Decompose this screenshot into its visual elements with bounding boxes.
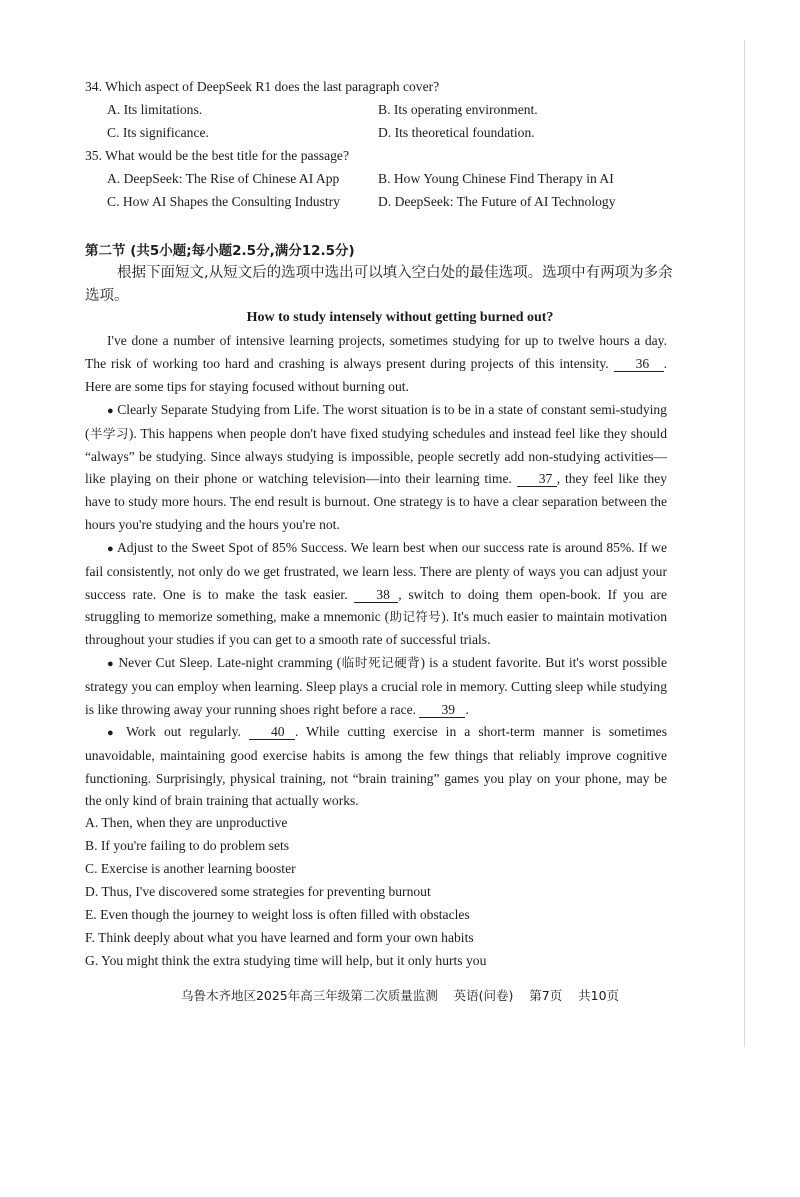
passage-paragraph-3 [85,537,667,652]
choice-a: A. Then, when they are unproductive [85,815,288,830]
passage-paragraph-4 [85,652,667,721]
paragraph-text: Work out regularly. [126,724,241,739]
bullet-icon: ● [107,543,114,555]
choice-g: G. You might think the extra studying time will help, but it only hurts you [85,953,487,968]
question-35-stem: 35. What would be the best title for the passage? [85,148,349,163]
blank-37: 37 [517,472,557,487]
chinese-gloss: 半学习 [89,425,129,441]
blank-36: 36 [614,357,664,372]
paragraph-text: . Here are some tips for staying focused without burning out. [85,355,667,394]
blank-39: 39 [419,703,465,718]
passage-paragraph-1 [85,330,667,398]
paragraph-text: , switch to doing them open-book. If you are struggling to memorize something, make a mnemonic ( [85,586,667,625]
question-35-option-d: D. DeepSeek: The Future of AI Technology [378,194,616,209]
bullet-icon: ● [107,727,119,739]
blank-40: 40 [249,725,295,740]
paragraph-text: . While cutting exercise in a short-term manner is sometimes unavoidable, maintaining good exercise habits is among the few things that reliably improve cognitive functioning. Surprisingly, physical training, not “brain training” games you play on your phone, may be the only kind of brain training that actually works. [85,724,667,809]
question-34-stem: 34. Which aspect of DeepSeek R1 does the last paragraph cover? [85,79,440,94]
choice-b: B. If you're failing to do problem sets [85,838,290,853]
question-34-option-a: A. Its limitations. [107,102,203,117]
question-35-option-c: C. How AI Shapes the Consulting Industry [107,194,340,209]
section-instruction: 根据下面短文,从短文后的选项中选出可以填入空白处的最佳选项。选项中有两项为多余选项。 [85,265,673,304]
question-35-option-b: B. How Young Chinese Find Therapy in AI [378,171,614,186]
chinese-gloss: 临时死记硬背 [341,655,421,670]
paragraph-text: Adjust to the Sweet Spot of 85% Success. We learn best when our success rate is around 85%. If we fail consistently, not only do we get frustrated, we learn less. There are plenty of ways you can adjust your success rate. One is to make the task easier. [85,540,668,602]
bullet-icon: ● [107,658,115,670]
blank-38: 38 [354,588,398,603]
choice-e: E. Even though the journey to weight loss is often filled with obstacles [85,907,470,922]
paragraph-text: ). It's much easier to maintain motivation throughout your studies if you can get to a smooth rate of successful trials. [85,609,667,648]
choice-d: D. Thus, I've discovered some strategies for preventing burnout [85,884,431,899]
page-footer: 乌鲁木齐地区2025年高三年级第二次质量监测 英语(问卷) 第7页 共10页 [180,988,620,1003]
choice-c: C. Exercise is another learning booster [85,861,296,876]
question-34-option-d: D. Its theoretical foundation. [378,125,535,140]
passage-paragraph-5 [85,721,667,813]
question-34-option-b: B. Its operating environment. [378,102,538,117]
passage-title: How to study intensely without getting burned out? [246,310,554,325]
question-35-option-a: A. DeepSeek: The Rise of Chinese AI App [107,171,340,186]
choice-f: F. Think deeply about what you have learned and form your own habits [85,930,474,945]
paragraph-text: Never Cut Sleep. Late-night cramming ( [118,655,342,670]
passage-paragraph-2 [85,399,667,537]
paragraph-text: , they feel like they have to study more hours. The end result is burnout. One strategy is to have a clear separation between the hours you're studying and the hours you're not. [85,471,667,532]
paragraph-text: Clearly Separate Studying from Life. The worst situation is to be in a state of constant semi-studying ( [85,402,667,441]
paragraph-text: I've done a number of intensive learning projects, sometimes studying for up to twelve hours a day. The risk of working too hard and crashing is always present during projects of this intensity. [85,333,667,371]
section-heading: 第二节 (共5小题;每小题2.5分,满分12.5分) [85,243,355,259]
bullet-icon: ● [107,405,114,417]
chinese-gloss: 助记符号 [389,609,442,625]
paragraph-text: ). This happens when people don't have fixed studying schedules and instead feel like they should “always” be studying. Since always studying is impossible, people secretly add non-studying activities—like playing on their phone or watching television—into their learning time. [85,425,667,487]
question-34-option-c: C. Its significance. [107,125,209,140]
paragraph-text: . [465,701,469,717]
paragraph-text: ) is a student favorite. But it's worst possible strategy you can employ when learning. Sleep plays a crucial role in memory. Cutting sleep while studying is like throwing away your running shoes right before a race. [85,655,667,717]
scan-edge-line [744,40,745,1047]
